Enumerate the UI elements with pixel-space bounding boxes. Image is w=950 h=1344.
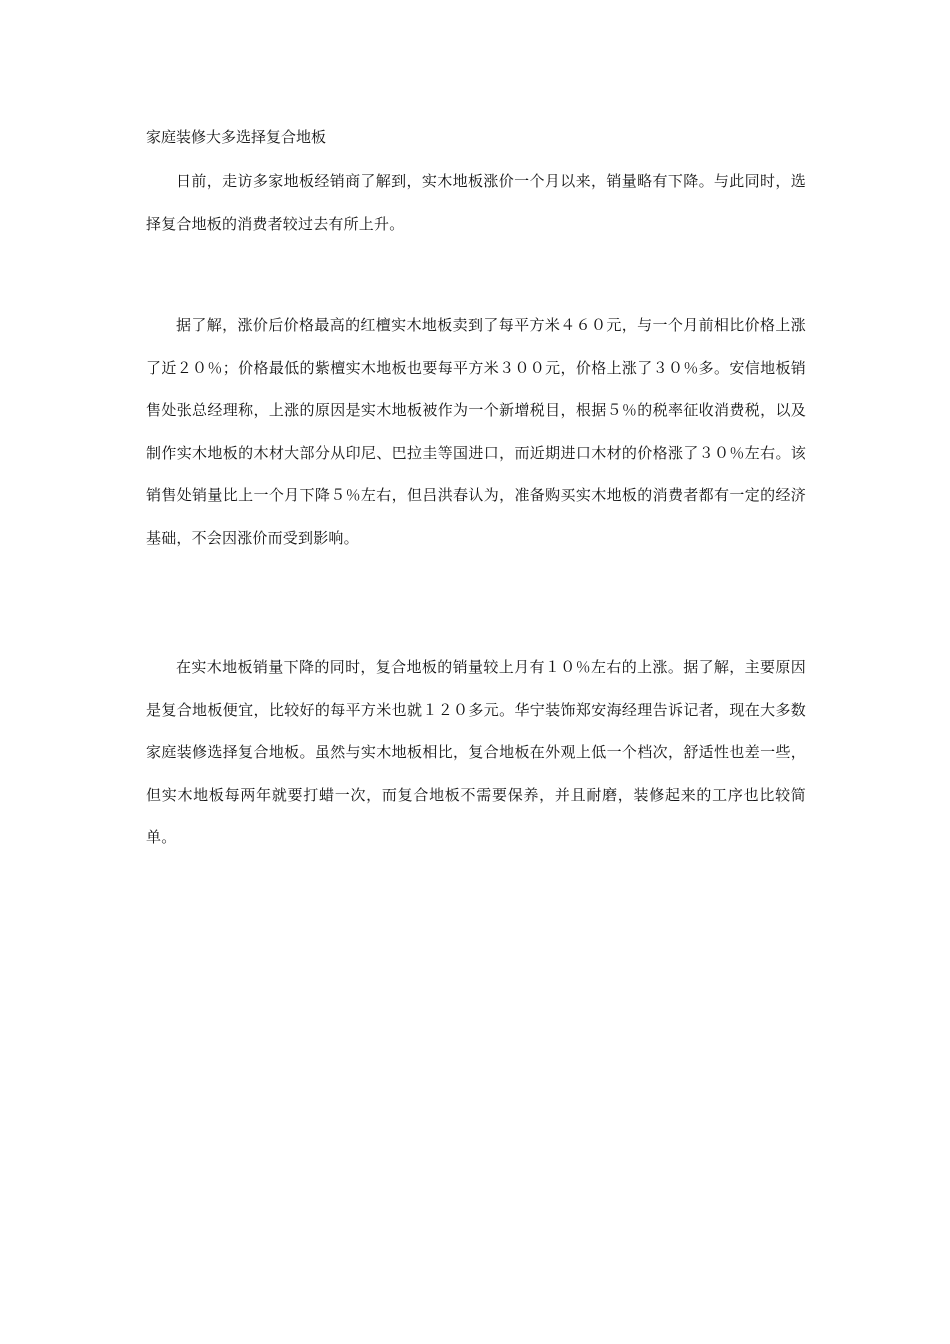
paragraph-3: 在实木地板销量下降的同时，复合地板的销量较上月有１０％左右的上涨。据了解，主要原因是复合地板便宜，比较好的每平方米也就１２０多元。华宁装饰郑安海经理告诉记者，现在大多数家庭装修选择复合地板。虽然与实木地板相比，复合地板在外观上低一个档次，舒适性也差一些，但实木地板每两年就要打蜡一次，而复合地板不需要保养，并且耐磨，装修起来的工序也比较简单。 bbox=[146, 658, 806, 846]
paragraph-2: 据了解，涨价后价格最高的红檀实木地板卖到了每平方米４６０元，与一个月前相比价格上涨了近２０％；价格最低的紫檀实木地板也要每平方米３００元，价格上涨了３０％多。安信地板销售处张总经理称，上涨的原因是实木地板被作为一个新增税目，根据５％的税率征收消费税，以及制作实木地板的木材大部分从印尼、巴拉圭等国进口，而近期进口木材的价格涨了３０％左右。该销售处销量比上一个月下降５％左右，但吕洪春认为，准备购买实木地板的消费者都有一定的经济基础，不会因涨价而受到影响。 bbox=[146, 316, 806, 547]
paragraph-1: 日前，走访多家地板经销商了解到，实木地板涨价一个月以来，销量略有下降。与此同时，选择复合地板的消费者较过去有所上升。 bbox=[146, 172, 806, 233]
document-title: 家庭装修大多选择复合地板 bbox=[146, 128, 327, 146]
